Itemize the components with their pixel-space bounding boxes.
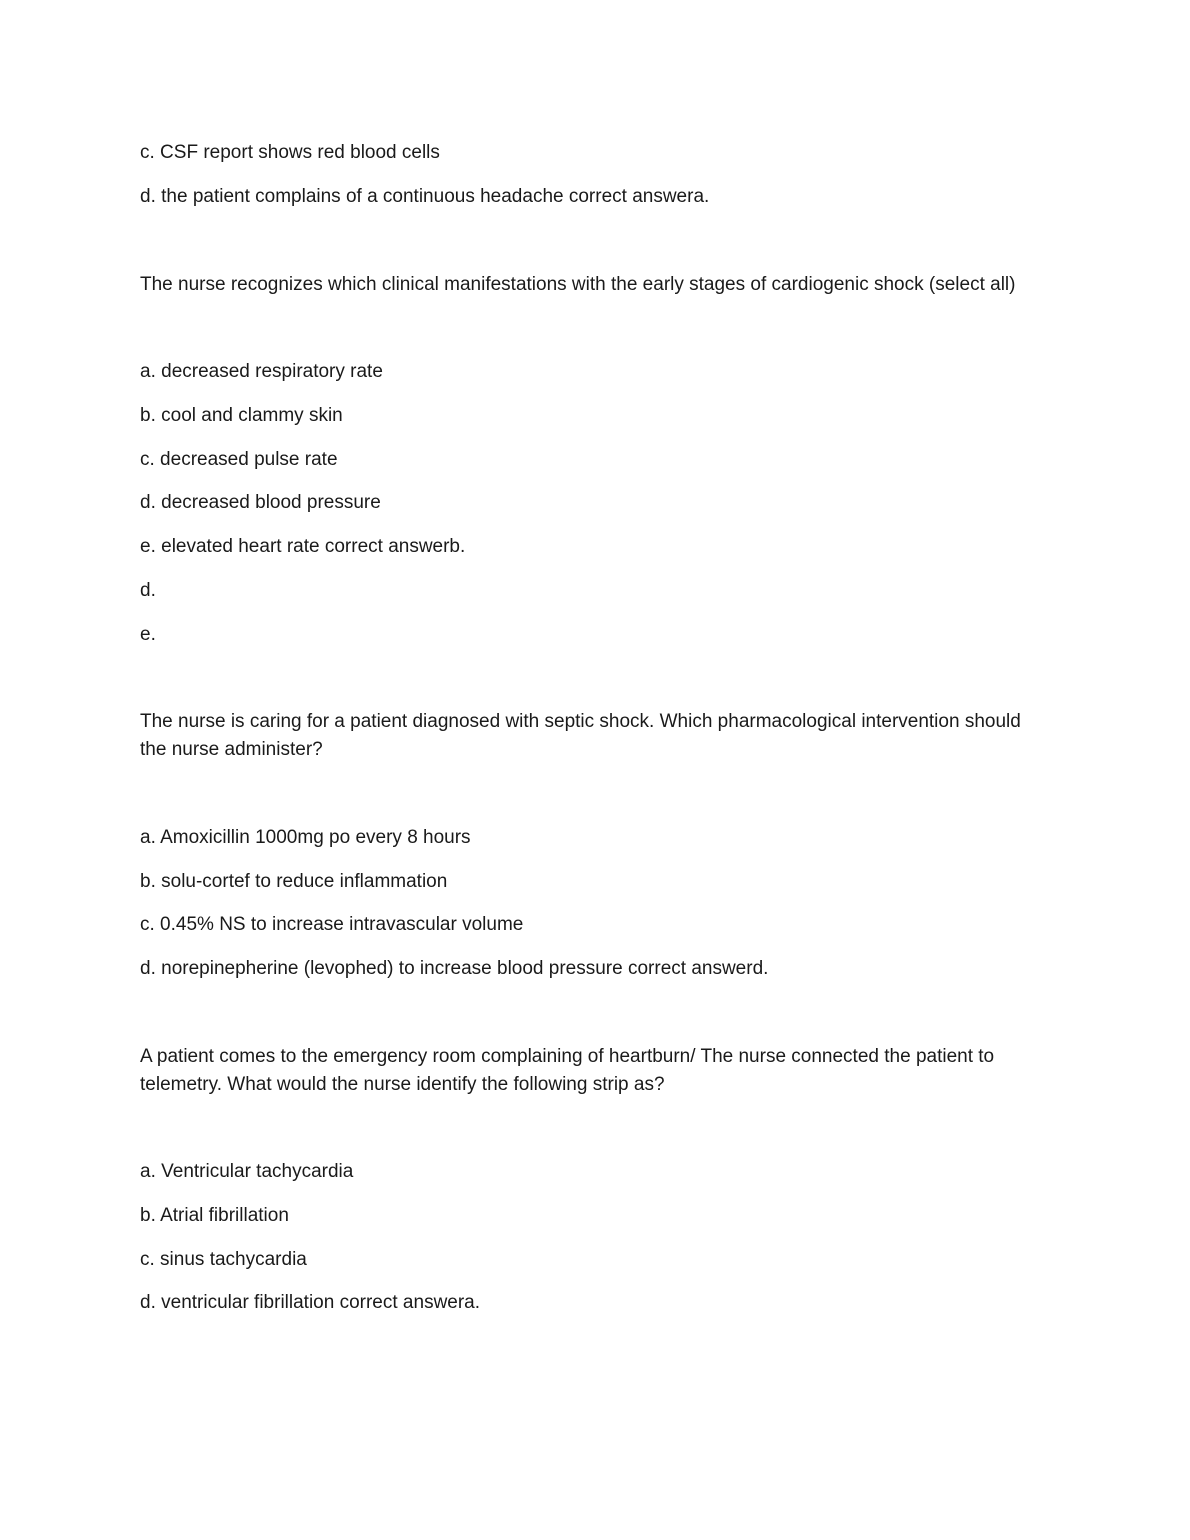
option-b: b. cool and clammy skin	[140, 405, 343, 426]
answer-e: e.	[140, 624, 156, 645]
option-a: a. Ventricular tachycardia	[140, 1161, 354, 1182]
answer-d: d.	[140, 580, 156, 601]
option-d: d. norepinepherine (levophed) to increase blood pressure correct answerd.	[140, 958, 769, 979]
option-c: c. 0.45% NS to increase intravascular volume	[140, 914, 524, 935]
option-a: a. Amoxicillin 1000mg po every 8 hours	[140, 827, 471, 848]
option-d: d. decreased blood pressure	[140, 492, 381, 513]
option-c: c. sinus tachycardia	[140, 1249, 307, 1270]
option-c: c. decreased pulse rate	[140, 449, 338, 470]
option-c: c. CSF report shows red blood cells	[140, 142, 440, 163]
question-septic-shock: The nurse is caring for a patient diagnosed with septic shock. Which pharmacological intervention should the nurse administer?	[140, 711, 1021, 760]
option-d: d. ventricular fibrillation correct answera.	[140, 1292, 481, 1313]
option-a: a. decreased respiratory rate	[140, 361, 383, 382]
option-b: b. solu-cortef to reduce inflammation	[140, 871, 448, 892]
question-cardiogenic-shock: The nurse recognizes which clinical manifestations with the early stages of cardiogenic shock (select all)	[140, 274, 1016, 295]
option-b: b. Atrial fibrillation	[140, 1205, 289, 1226]
option-d: d. the patient complains of a continuous headache correct answera.	[140, 186, 710, 207]
option-e: e. elevated heart rate correct answerb.	[140, 536, 466, 557]
question-telemetry-strip: A patient comes to the emergency room complaining of heartburn/ The nurse connected the patient to telemetry. What would the nurse identify the following strip as?	[140, 1046, 995, 1095]
